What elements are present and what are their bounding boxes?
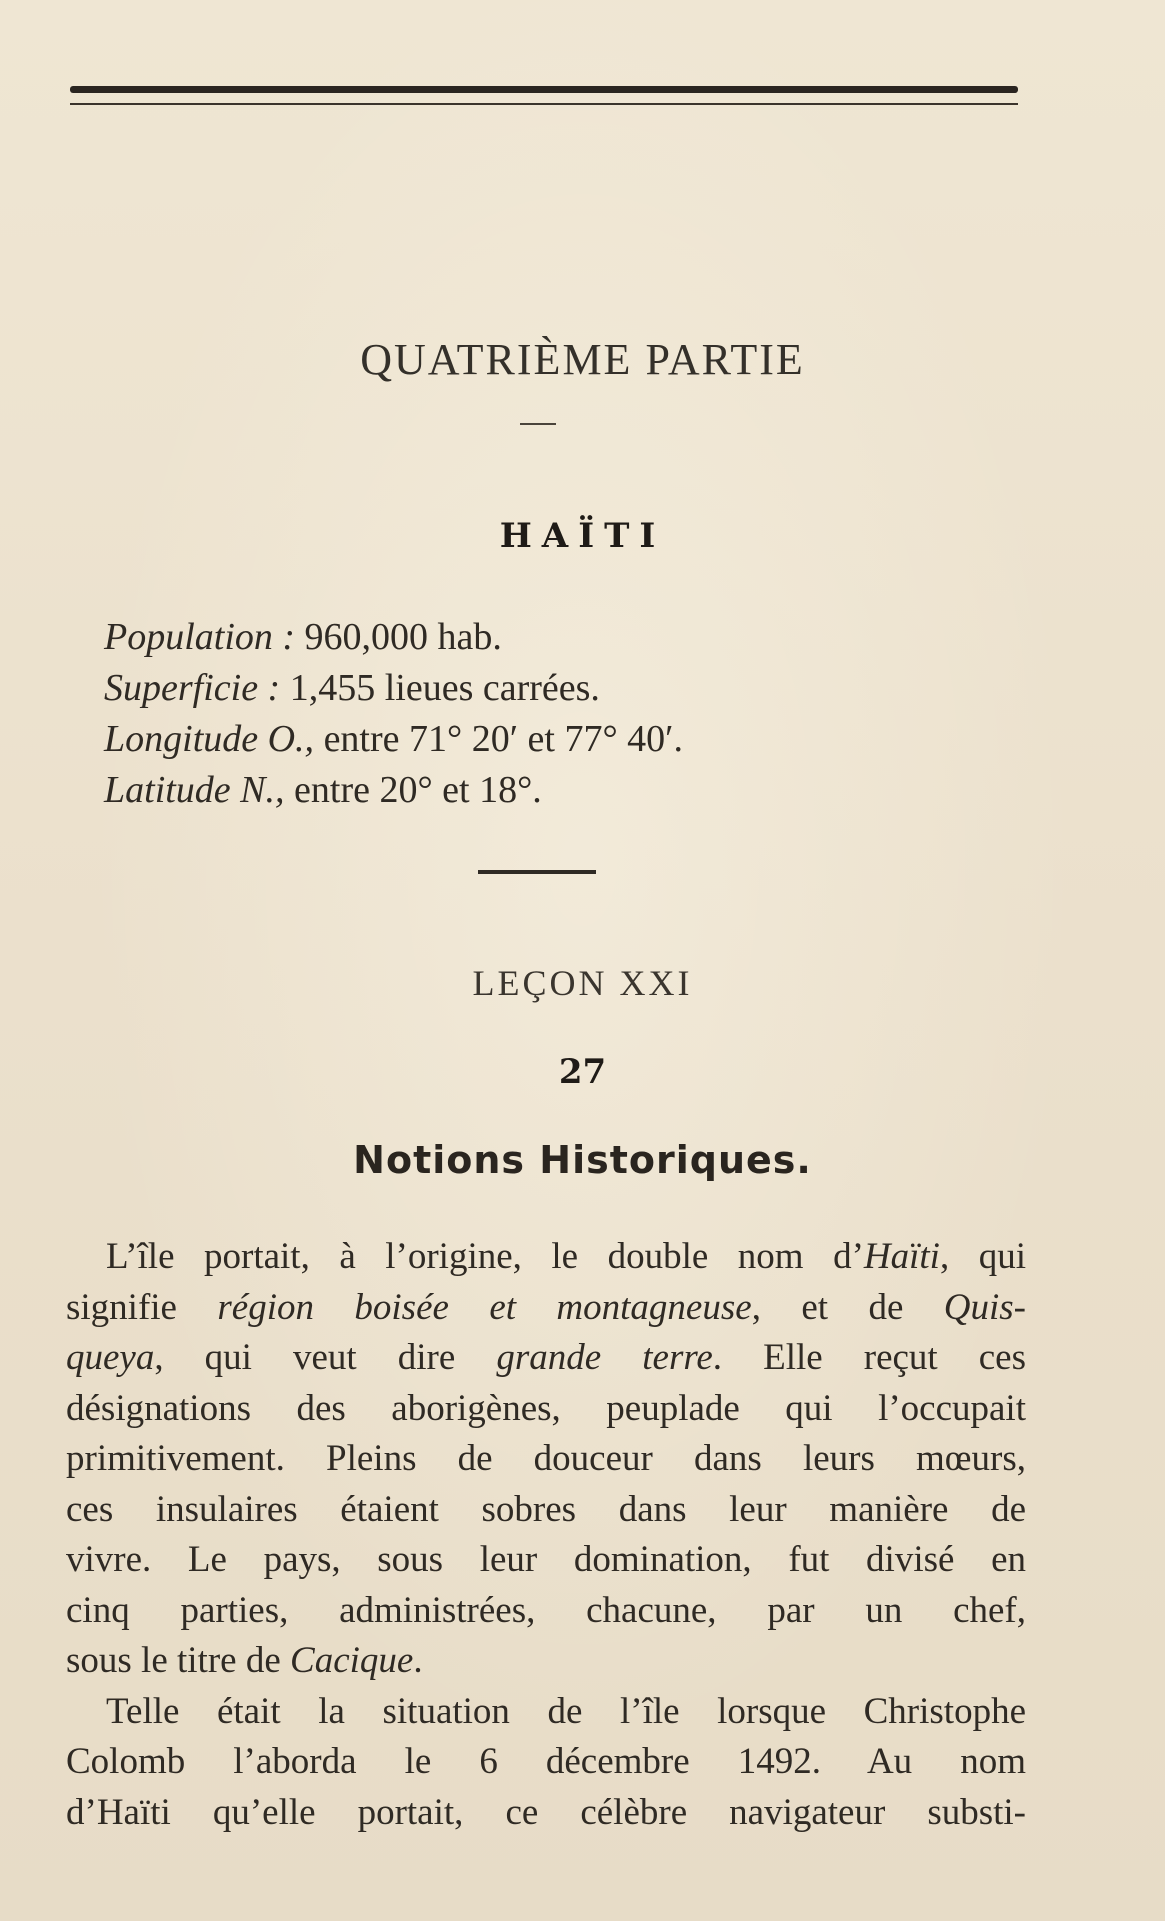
top-rule-thick <box>70 86 1018 93</box>
title-dash <box>520 423 556 425</box>
stat-label: Longitude O., <box>104 718 315 760</box>
text-line: Colomb l’aborda le 6 décembre 1492. Au nom <box>66 1741 1026 1782</box>
stat-superficie <box>104 663 683 714</box>
stat-label: Population : <box>104 616 296 658</box>
section-rule <box>478 870 596 874</box>
text-line: Telle était la situation de l’île lorsque Christophe <box>106 1690 1026 1732</box>
text-line: vivre. Le pays, sous leur domination, fut divisé en <box>66 1539 1026 1580</box>
stat-longitude <box>104 714 683 765</box>
part-title: QUATRIÈME PARTIE <box>360 335 805 384</box>
text-line: L’île portait, à l’origine, le double nom d’Haïti, qui <box>106 1236 1026 1277</box>
stat-label: Superficie : <box>104 667 281 709</box>
stat-latitude <box>104 765 683 816</box>
text-line: ces insulaires étaient sobres dans leur manière de <box>66 1488 1026 1530</box>
text-line: queya, qui veut dire grande terre. Elle reçut ces <box>66 1337 1026 1378</box>
section-heading: Notions Historiques. <box>353 1138 812 1182</box>
text-line: primitivement. Pleins de douceur dans leurs mœurs, <box>66 1438 1026 1479</box>
stat-value: 960,000 hab. <box>304 616 502 658</box>
section-title: HAÏTI <box>499 516 666 556</box>
stat-value: entre 20° et 18°. <box>294 769 542 811</box>
body-text <box>66 1232 1026 1838</box>
stat-value: 1,455 lieues carrées. <box>289 667 600 709</box>
stats-block <box>104 612 683 816</box>
stat-value: entre 71° 20′ et 77° 40′. <box>323 718 683 760</box>
stat-population <box>104 612 683 663</box>
text-line: signifie région boisée et montagneuse, et de Quis- <box>66 1286 1027 1328</box>
top-rule-thin <box>70 103 1018 105</box>
paragraph-2 <box>66 1687 1026 1839</box>
text-line: d’Haïti qu’elle portait, ce célèbre navigateur substi- <box>66 1791 1026 1833</box>
lesson-title: LEÇON XXI <box>472 963 693 1003</box>
text-line: cinq parties, administrées, chacune, par un chef, <box>66 1589 1026 1631</box>
paragraph-1 <box>66 1232 1026 1687</box>
text-line: sous le titre de Cacique. <box>66 1640 423 1681</box>
stat-label: Latitude N., <box>104 769 285 811</box>
text-line: désignations des aborigènes, peuplade qui l’occupait <box>66 1387 1026 1429</box>
paragraph-number: 27 <box>558 1052 607 1092</box>
